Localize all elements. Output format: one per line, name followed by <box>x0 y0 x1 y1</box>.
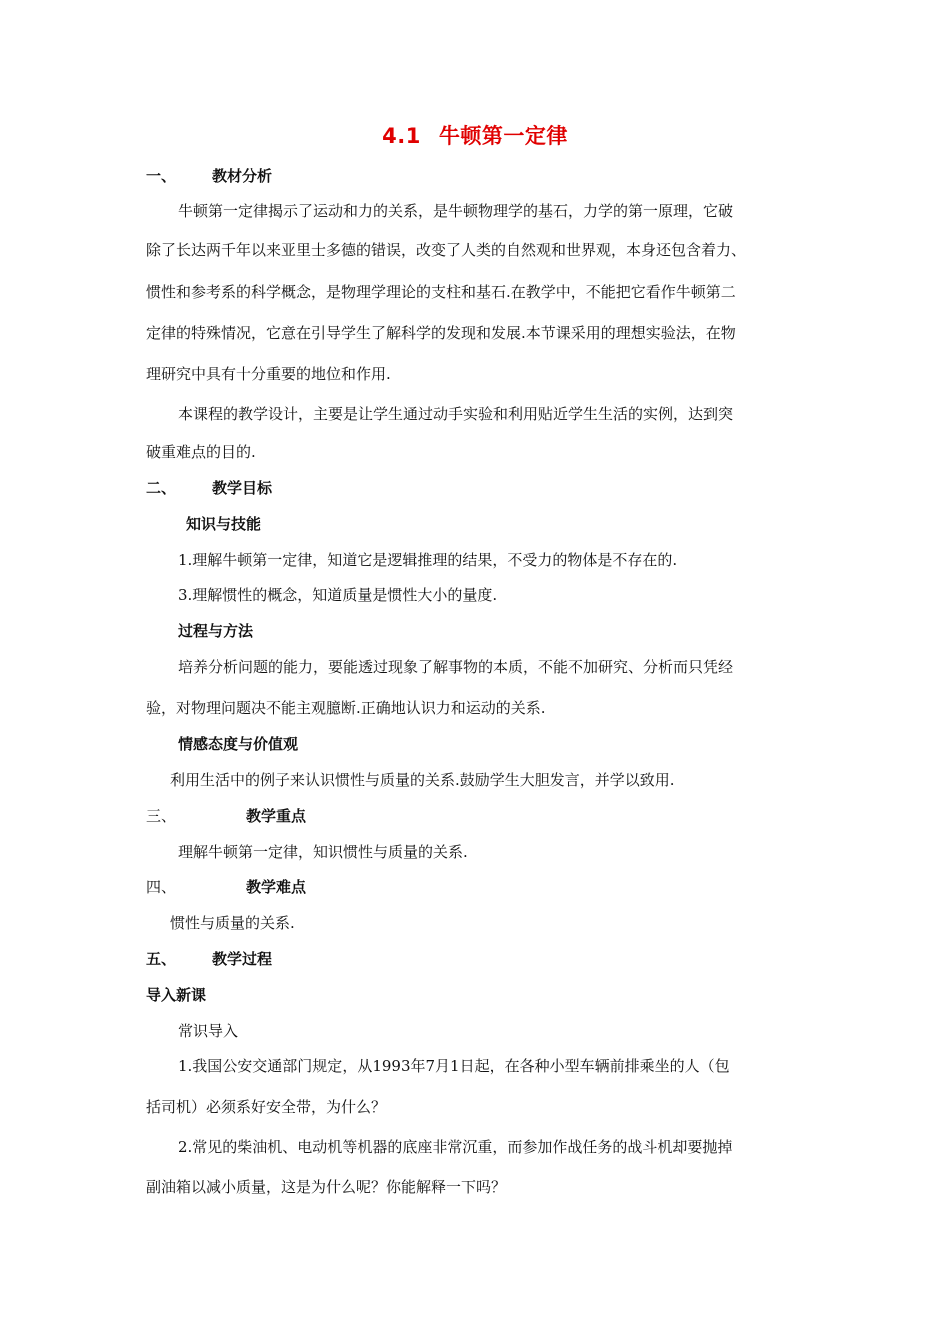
section-title: 教学目标 <box>212 479 273 497</box>
section-title: 教学重点 <box>246 807 307 825</box>
analysis-p1-line-4: 定律的特殊情况，它意在引导学生了解科学的发现和发展.本节课采用的理想实验法，在物 <box>146 324 736 342</box>
goals-process-line-2: 验，对物理问题决不能主观臆断.正确地认识力和运动的关系. <box>146 699 546 717</box>
process-intro-sub: 常识导入 <box>178 1022 239 1040</box>
section-heading-difficulty <box>146 877 306 897</box>
page-title <box>0 120 950 150</box>
process-question-1-line-2: 括司机）必须系好安全带，为什么？ <box>146 1098 387 1116</box>
section-index: 五、 <box>146 950 177 968</box>
analysis-p1-line-5: 理研究中具有十分重要的地位和作用. <box>146 365 391 383</box>
section-title: 教学难点 <box>246 878 307 896</box>
section-index: 一、 <box>146 167 177 185</box>
analysis-p1-line-3: 惯性和参考系的科学概念，是物理学理论的支柱和基石.在教学中，不能把它看作牛顿第二 <box>146 283 736 301</box>
section-title: 教材分析 <box>212 167 273 185</box>
process-question-2-line-1: 2.常见的柴油机、电动机等机器的底座非常沉重，而参加作战任务的战斗机却要抛掉 <box>178 1138 733 1156</box>
section-index: 三、 <box>146 807 177 825</box>
section-heading-analysis <box>146 166 272 186</box>
key-point-text: 理解牛顿第一定律，知识惯性与质量的关系. <box>178 843 468 861</box>
title-number: 4.1 <box>382 124 421 148</box>
section-heading-key-point <box>146 806 306 826</box>
goals-emotion-text: 利用生活中的例子来认识惯性与质量的关系.鼓励学生大胆发言，并学以致用. <box>170 771 675 789</box>
section-index: 二、 <box>146 479 177 497</box>
section-heading-process <box>146 949 272 969</box>
goals-process-title: 过程与方法 <box>178 622 254 640</box>
goals-knowledge-item-1: 1.理解牛顿第一定律，知道它是逻辑推理的结果，不受力的物体是不存在的. <box>178 551 678 569</box>
process-question-2-line-2: 副油箱以减小质量，这是为什么呢？你能解释一下吗？ <box>146 1178 507 1196</box>
goals-process-line-1: 培养分析问题的能力，要能透过现象了解事物的本质，不能不加研究、分析而只凭经 <box>178 658 734 676</box>
analysis-p2-line-1: 本课程的教学设计，主要是让学生通过动手实验和利用贴近学生生活的实例，达到突 <box>178 405 734 423</box>
section-title: 教学过程 <box>212 950 273 968</box>
analysis-p2-line-2: 破重难点的目的. <box>146 443 256 461</box>
analysis-p1-line-2: 除了长达两千年以来亚里士多德的错误，改变了人类的自然观和世界观，本身还包含着力、 <box>146 241 747 259</box>
goals-knowledge-title: 知识与技能 <box>186 515 262 533</box>
difficulty-text: 惯性与质量的关系. <box>170 914 295 932</box>
process-intro-title: 导入新课 <box>146 986 207 1004</box>
section-heading-goals <box>146 478 272 498</box>
goals-emotion-title: 情感态度与价值观 <box>178 735 299 753</box>
process-question-1-line-1: 1.我国公安交通部门规定，从1993年7月1日起，在各种小型车辆前排乘坐的人（包 <box>178 1057 730 1075</box>
goals-knowledge-item-2: 3.理解惯性的概念，知道质量是惯性大小的量度. <box>178 586 498 604</box>
section-index: 四、 <box>146 878 177 896</box>
title-text: 牛顿第一定律 <box>438 124 568 148</box>
analysis-p1-line-1: 牛顿第一定律揭示了运动和力的关系，是牛顿物理学的基石，力学的第一原理，它破 <box>178 202 734 220</box>
